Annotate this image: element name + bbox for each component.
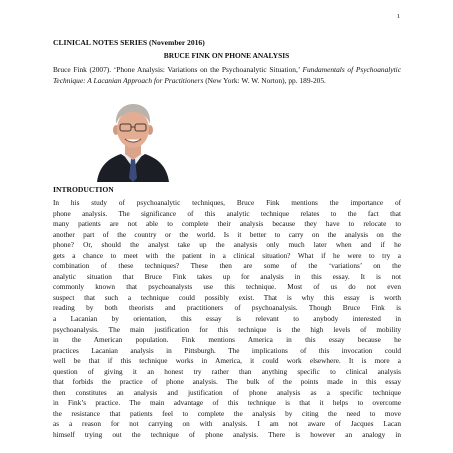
body-line: psychoanalysis. The main justification for this technique is the high levels of mobility (53, 325, 401, 334)
article-title: BRUCE FINK ON PHONE ANALYSIS (163, 51, 290, 60)
body-line: In his study of psychoanalytic techniques, Bruce Fink mentions the importance of (53, 199, 401, 207)
body-line: analytic situation that Bruce Fink takes up for analysis in this essay. It is not (53, 272, 401, 281)
citation-book-title: Fundamentals of Psychoanalytic Technique: A Lacanian Approach for Practitioners (53, 65, 401, 85)
citation-suffix: (New York: W. W. Norton), pp. 189-205. (203, 75, 326, 85)
body-line: then constitutes an analysis and justification of phone analysis as a specific technique (53, 388, 401, 397)
author-portrait-image (95, 96, 171, 182)
body-line: a Lacanian by orientation, this essay is relevant to anybody interested in (53, 315, 401, 324)
body-line: well be that if this technique works in America, it could work elsewhere. It is more a (53, 357, 401, 366)
body-line: in Fink’s practice. The main advantage of this technique is that it helps to overcome (53, 399, 401, 408)
page-number: 1 (396, 13, 400, 20)
body-line: in the American population. Fink mentions America in this essay because he (53, 336, 401, 345)
body-line: suspect that such a technique could possibly exist. That is why this essay is worth (53, 293, 401, 302)
body-line: commonly known that psychoanalysts use this technique. Most of us do not even (53, 283, 401, 292)
body-line: the resistance that patients feel to complete the analysis by citing the need to move (53, 409, 401, 418)
body-line: phone? Or, should the analyst take up the analysis only much later when and if he (53, 241, 401, 250)
body-line: another part of the country or the world. Is it better to carry on the analysis on the (53, 230, 401, 239)
body-line: that forbids the practice of phone analysis. The bulk of the points made in this essay (53, 378, 401, 387)
body-line: combination of these techniques? These then are some of the ‘variations’ on the (53, 262, 401, 271)
citation (53, 65, 401, 87)
body-line: phone analysis. The significance of this analytic technique relates to the fact that (53, 209, 401, 218)
body-line: himself trying out the technique of phone analysis. There is however an analogy in (53, 431, 401, 440)
author-photo (95, 96, 171, 182)
citation-prefix: Bruce Fink (2007). ‘Phone Analysis: Variations on the Psychoanalytic Situation,’ (53, 65, 303, 74)
body-line: many patients are not able to complete their analysis because they have to relocate to (53, 220, 401, 229)
body-line: as a reason for not carrying on with analysis. I am not aware of Jacques Lacan (53, 420, 401, 429)
body-line: practices Lacanian analysis in Pittsburgh. The implications of this invocation could (53, 346, 401, 355)
body-line: gets a chance to meet with the patient in a clinical situation? What if he were to try a (53, 251, 401, 260)
section-heading: INTRODUCTION (53, 185, 114, 194)
body-line: question of giving it an honest try rather than anything specific to clinical analysis (53, 367, 401, 376)
body-line: reading by both theorists and practitioners of psychoanalysis. Though Bruce Fink is (53, 304, 401, 313)
series-title: CLINICAL NOTES SERIES (November 2016) (53, 38, 205, 47)
body-text (53, 198, 401, 441)
